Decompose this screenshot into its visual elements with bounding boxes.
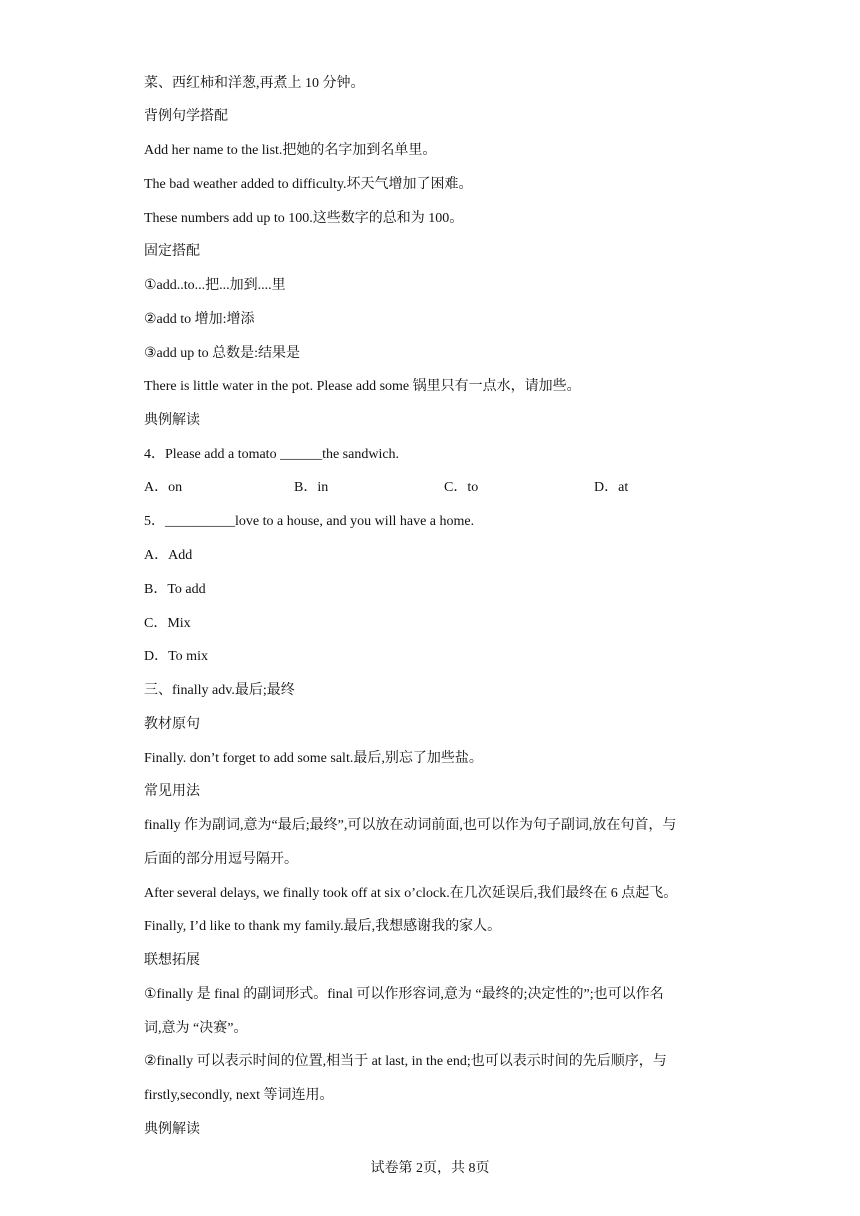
paragraph-line: 后面的部分用逗号隔开。 — [144, 852, 298, 867]
example-sentence: Finally, I’d like to thank my family.最后,我想感谢我的家人。 — [144, 919, 502, 934]
section-heading: 联想拓展 — [144, 953, 200, 968]
paragraph-line: firstly,secondly, next 等词连用。 — [144, 1088, 334, 1103]
phrase-item: ③add up to 总数是:结果是 — [144, 346, 301, 361]
example-sentence: Add her name to the list.把她的名字加到名单里。 — [144, 143, 437, 158]
option-b: B．To add — [144, 582, 206, 597]
example-sentence: Finally. don’t forget to add some salt.最后,别忘了加些盐。 — [144, 751, 483, 766]
paragraph-line: 词,意为 “决赛”。 — [144, 1021, 248, 1036]
option-c: C．Mix — [144, 616, 191, 631]
paragraph-line: ②finally 可以表示时间的位置,相当于 at last, in the end;也可以表示时间的先后顺序，与 — [144, 1054, 667, 1069]
phrase-item: ①add..to...把...加到....里 — [144, 278, 286, 293]
paragraph-line: ①finally 是 final 的副词形式。final 可以作形容词,意为 “最终的;决定性的”;也可以作名 — [144, 987, 664, 1002]
example-sentence: These numbers add up to 100.这些数字的总和为 100。 — [144, 211, 464, 226]
example-sentence: The bad weather added to difficulty.坏天气增加了困难。 — [144, 177, 473, 192]
question-4: 4．Please add a tomato ______the sandwich. — [144, 447, 400, 462]
option-d: D．at — [594, 480, 629, 495]
example-sentence: After several delays, we finally took off at six o’clock.在几次延误后,我们最终在 6 点起飞。 — [144, 886, 678, 901]
option-c: C．to — [444, 480, 479, 495]
text-line: 菜、西红柿和洋葱,再煮上 10 分钟。 — [144, 76, 365, 91]
option-a: A．Add — [144, 548, 193, 563]
option-d: D．To mix — [144, 649, 208, 664]
example-sentence: There is little water in the pot. Please add some 锅里只有一点水，请加些。 — [144, 379, 581, 394]
paragraph-line: finally 作为副词,意为“最后;最终”,可以放在动词前面,也可以作为句子副词,放在句首，与 — [144, 818, 677, 833]
page-footer: 试卷第 2页，共 8页 — [370, 1161, 490, 1176]
section-heading: 典例解读 — [144, 413, 200, 428]
section-heading: 教材原句 — [144, 717, 200, 732]
section-heading: 背例句学搭配 — [144, 109, 228, 124]
question-4-options — [144, 479, 704, 497]
question-5: 5．__________love to a house, and you will have a home. — [144, 514, 475, 529]
phrase-item: ②add to 增加:增添 — [144, 312, 255, 327]
option-b: B．in — [294, 480, 329, 495]
section-title: 三、finally adv.最后;最终 — [144, 683, 295, 698]
option-a: A．on — [144, 480, 183, 495]
section-heading: 常见用法 — [144, 784, 200, 799]
section-heading: 典例解读 — [144, 1122, 200, 1137]
section-heading: 固定搭配 — [144, 244, 200, 259]
